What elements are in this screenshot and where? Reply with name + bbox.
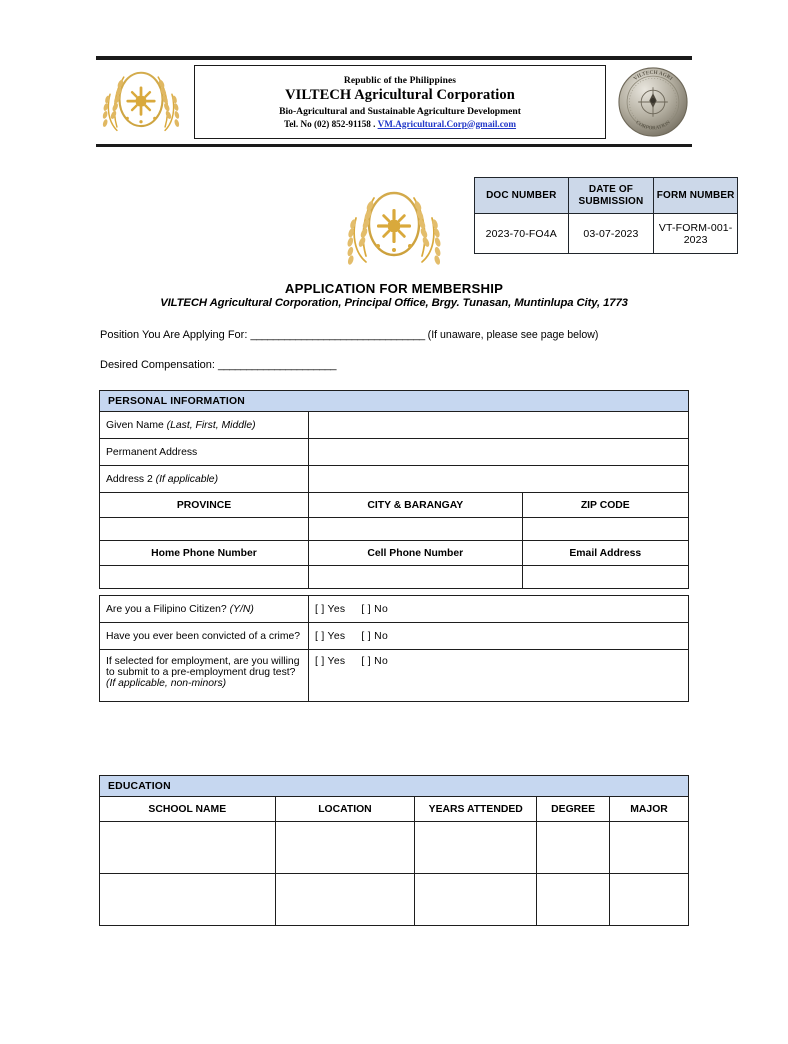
email-address-input[interactable]	[522, 566, 688, 589]
doc-info-value-row	[475, 214, 738, 254]
drug-test-label: If selected for employment, are you willing to submit to a pre-employment drug test? (If applicable, non-minors)	[100, 650, 309, 702]
given-name-label: Given Name (Last, First, Middle)	[100, 412, 309, 439]
address2-row	[100, 466, 689, 493]
letterhead-line-republic: Republic of the Philippines	[343, 75, 457, 86]
permanent-address-row	[100, 439, 689, 466]
education-column-header-row	[100, 797, 689, 822]
viltech-corporate-seal	[616, 65, 690, 139]
date-of-submission-header: DATE OF SUBMISSION	[568, 178, 654, 214]
letterhead-tagline: Bio-Agricultural and Sustainable Agriculture Development	[279, 105, 521, 117]
zip-code-header: ZIP CODE	[522, 493, 688, 518]
address2-label: Address 2 (If applicable)	[100, 466, 309, 493]
years-attended-input-1[interactable]	[415, 822, 537, 874]
contact-header-row	[100, 541, 689, 566]
email-address-header: Email Address	[522, 541, 688, 566]
svg-text:CORPORATION: CORPORATION	[634, 120, 672, 132]
cell-phone-header: Cell Phone Number	[309, 541, 523, 566]
location-input-1[interactable]	[275, 822, 415, 874]
form-number-value: VT-FORM-001-2023	[654, 214, 738, 254]
years-attended-input-2[interactable]	[415, 874, 537, 926]
convicted-crime-question-row	[100, 623, 689, 650]
drug-test-yes-checkbox[interactable]: [ ] Yes	[315, 656, 346, 667]
filipino-citizen-no-checkbox[interactable]: [ ] No	[361, 603, 389, 615]
wheat-sun-emblem	[98, 65, 184, 139]
city-barangay-input[interactable]	[309, 518, 523, 541]
school-name-input-2[interactable]	[100, 874, 276, 926]
center-wheat-sun-emblem	[332, 186, 456, 272]
location-header-row	[100, 493, 689, 518]
degree-header: DEGREE	[537, 797, 610, 822]
personal-section-header-row	[100, 391, 689, 412]
drug-test-answer[interactable]	[309, 650, 689, 702]
document-info-table	[474, 177, 738, 254]
letterhead-text-block	[194, 65, 606, 139]
province-input[interactable]	[100, 518, 309, 541]
page-title: APPLICATION FOR MEMBERSHIP	[284, 281, 504, 296]
convicted-crime-yes-checkbox[interactable]: [ ] Yes	[315, 630, 346, 642]
permanent-address-label: Permanent Address	[100, 439, 309, 466]
given-name-row	[100, 412, 689, 439]
personal-information-table	[99, 390, 689, 702]
given-name-input[interactable]	[309, 412, 689, 439]
table-row	[100, 874, 689, 926]
letterhead-bottom-rule	[96, 144, 692, 147]
major-input-1[interactable]	[610, 822, 689, 874]
personal-information-section-title: PERSONAL INFORMATION	[100, 391, 689, 412]
convicted-crime-answer[interactable]	[309, 623, 689, 650]
home-phone-header: Home Phone Number	[100, 541, 309, 566]
drug-test-question-row	[100, 650, 689, 702]
province-header: PROVINCE	[100, 493, 309, 518]
letterhead-telephone: Tel. No (02) 852-91158 .	[283, 118, 378, 129]
cell-phone-input[interactable]	[309, 566, 523, 589]
letterhead-company-name: VILTECH Agricultural Corporation	[285, 86, 515, 103]
filipino-citizen-question-row	[100, 596, 689, 623]
table-row	[100, 822, 689, 874]
permanent-address-input[interactable]	[309, 439, 689, 466]
filipino-citizen-yes-checkbox[interactable]: [ ] Yes	[315, 603, 346, 615]
position-input-blank[interactable]: _______________________________	[250, 329, 425, 341]
degree-input-2[interactable]	[537, 874, 610, 926]
education-table	[99, 775, 689, 926]
years-attended-header: YEARS ATTENDED	[415, 797, 537, 822]
zip-code-input[interactable]	[522, 518, 688, 541]
filipino-citizen-answer[interactable]	[309, 596, 689, 623]
education-section-header-row	[100, 776, 689, 797]
major-header: MAJOR	[610, 797, 689, 822]
svg-text:VILTECH AGRI: VILTECH AGRI	[632, 69, 674, 82]
letterhead-email-link[interactable]: VM.Agricultural.Corp@gmail.com	[377, 118, 517, 129]
doc-number-header: DOC NUMBER	[475, 178, 569, 214]
compensation-label: Desired Compensation:	[100, 359, 215, 371]
education-section-title: EDUCATION	[100, 776, 689, 797]
doc-info-header-row	[475, 178, 738, 214]
home-phone-input[interactable]	[100, 566, 309, 589]
filipino-citizen-label: Are you a Filipino Citizen? (Y/N)	[100, 596, 309, 623]
degree-input-1[interactable]	[537, 822, 610, 874]
location-input-row	[100, 518, 689, 541]
letterhead	[96, 56, 692, 147]
contact-input-row	[100, 566, 689, 589]
table-spacer-row	[100, 589, 689, 596]
date-of-submission-value: 03-07-2023	[568, 214, 654, 254]
address2-input[interactable]	[309, 466, 689, 493]
compensation-input-blank[interactable]: _____________________	[218, 359, 336, 371]
desired-compensation-field	[100, 359, 336, 371]
convicted-crime-no-checkbox[interactable]: [ ] No	[361, 630, 389, 642]
page-subtitle: VILTECH Agricultural Corporation, Principal Office, Brgy. Tunasan, Muntinlupa City, 1773	[160, 297, 628, 309]
location-header: LOCATION	[275, 797, 415, 822]
position-label: Position You Are Applying For:	[100, 329, 248, 341]
convicted-crime-label: Have you ever been convicted of a crime?	[100, 623, 309, 650]
school-name-header: SCHOOL NAME	[100, 797, 276, 822]
letterhead-contact	[284, 119, 516, 129]
school-name-input-1[interactable]	[100, 822, 276, 874]
doc-number-value: 2023-70-FO4A	[475, 214, 569, 254]
major-input-2[interactable]	[610, 874, 689, 926]
position-applying-for-field	[100, 329, 598, 341]
drug-test-no-checkbox[interactable]: [ ] No	[361, 656, 389, 667]
city-barangay-header: CITY & BARANGAY	[309, 493, 523, 518]
form-number-header: FORM NUMBER	[654, 178, 738, 214]
position-note: (If unaware, please see page below)	[427, 329, 599, 341]
location-input-2[interactable]	[275, 874, 415, 926]
